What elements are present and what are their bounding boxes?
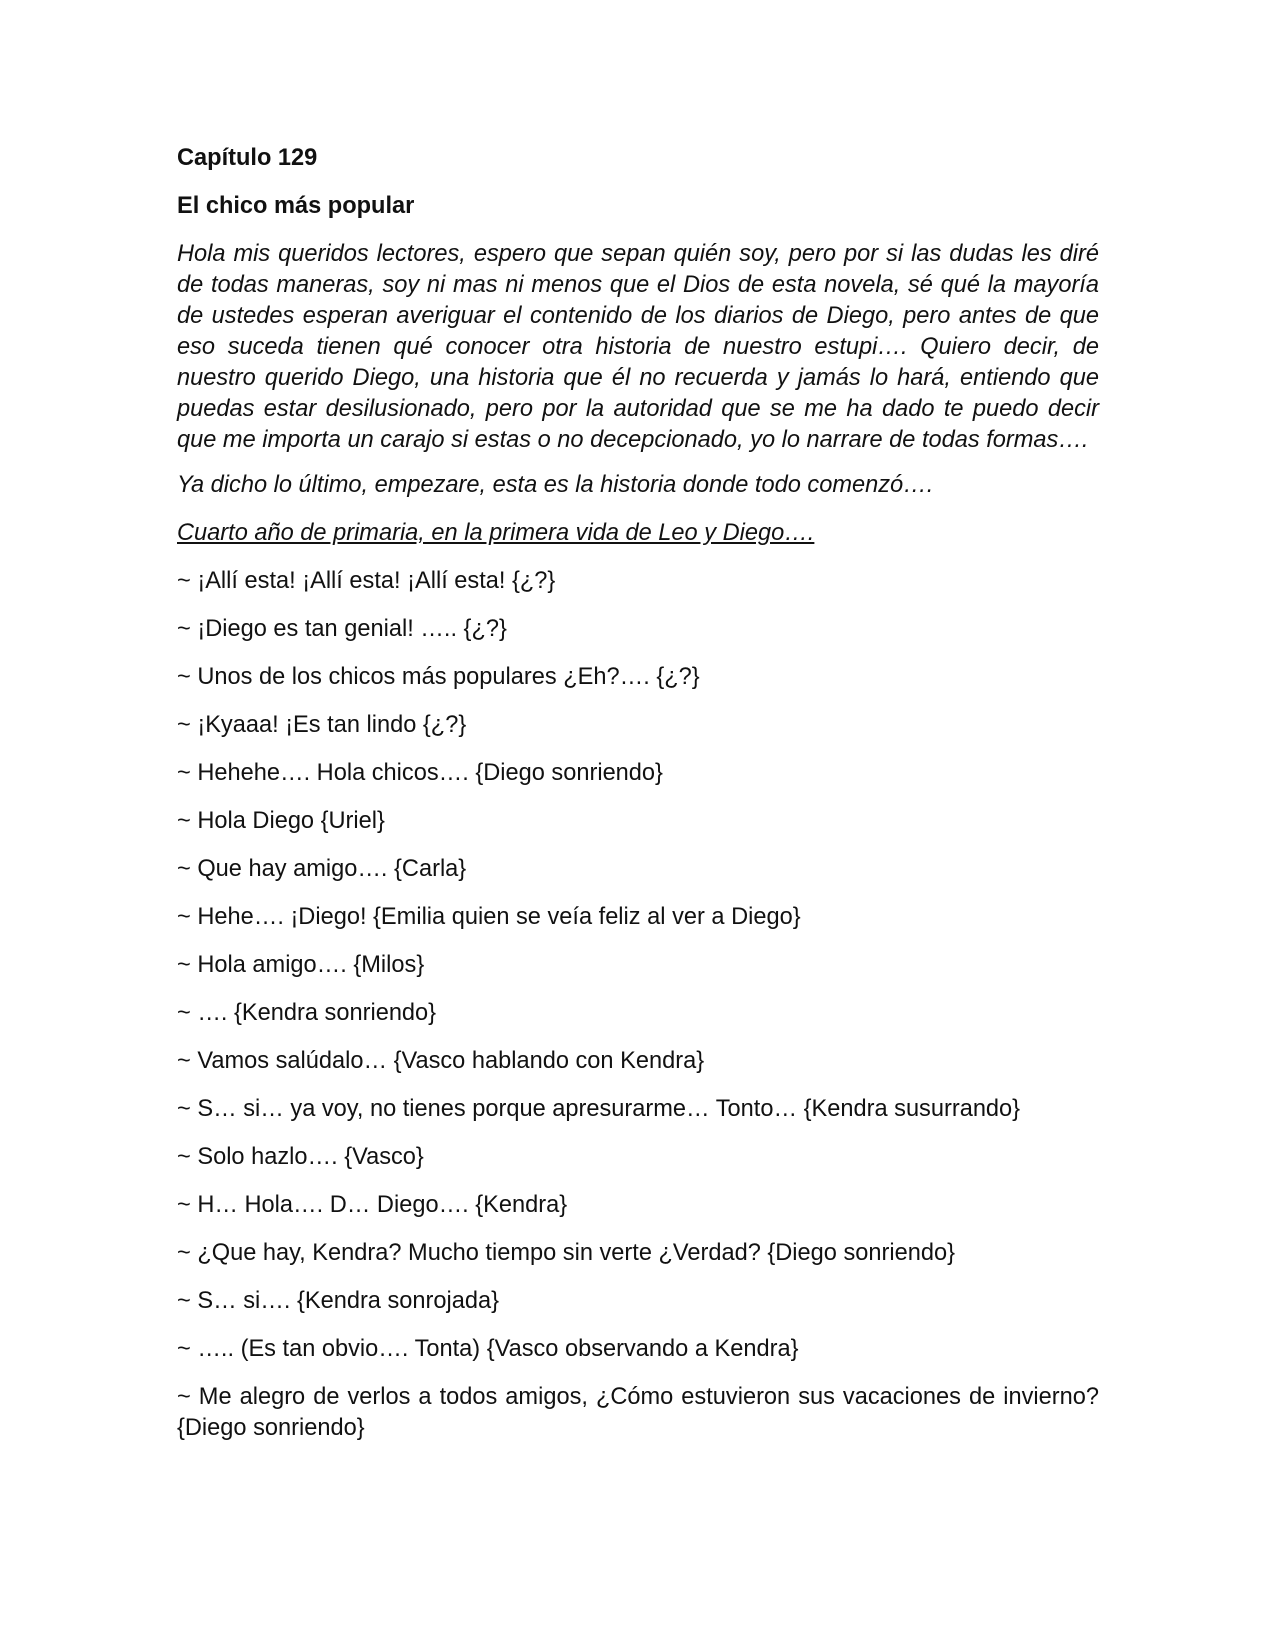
dialogue-line: ~ …. {Kendra sonriendo} xyxy=(177,1000,437,1026)
dialogue-line: ~ S… si…. {Kendra sonrojada} xyxy=(177,1288,499,1314)
preface-line: Ya dicho lo último, empezare, esta es la historia donde todo comenzó…. xyxy=(177,472,934,498)
dialogue-list xyxy=(177,566,1099,1444)
dialogue-line: ~ ¡Diego es tan genial! ….. {¿?} xyxy=(177,616,507,642)
dialogue-line: ~ Hehehe…. Hola chicos…. {Diego sonriendo} xyxy=(177,760,663,786)
dialogue-line: ~ Unos de los chicos más populares ¿Eh?…. {¿?} xyxy=(177,664,700,690)
dialogue-line: ~ S… si… ya voy, no tienes porque apresurarme… Tonto… {Kendra susurrando} xyxy=(177,1096,1021,1122)
dialogue-line: ~ Hola amigo…. {Milos} xyxy=(177,952,425,978)
dialogue-line: ~ ¡Allí esta! ¡Allí esta! ¡Allí esta! {¿?} xyxy=(177,568,556,594)
dialogue-line: ~ ¿Que hay, Kendra? Mucho tiempo sin verte ¿Verdad? {Diego sonriendo} xyxy=(177,1240,955,1266)
chapter-number: Capítulo 129 xyxy=(177,145,318,171)
dialogue-line: ~ Hola Diego {Uriel} xyxy=(177,808,385,834)
chapter-title: El chico más popular xyxy=(177,193,415,219)
dialogue-line: ~ Hehe…. ¡Diego! {Emilia quien se veía feliz al ver a Diego} xyxy=(177,904,801,930)
dialogue-line: ~ Vamos salúdalo… {Vasco hablando con Kendra} xyxy=(177,1048,705,1074)
dialogue-line: ~ ¡Kyaaa! ¡Es tan lindo {¿?} xyxy=(177,712,467,738)
dialogue-line: ~ Solo hazlo…. {Vasco} xyxy=(177,1144,424,1170)
intro-paragraph: Hola mis queridos lectores, espero que sepan quién soy, pero por si las dudas les diré de todas maneras, soy ni mas ni menos que el Dios de esta novela, sé qué la mayoría de ustedes esperan averiguar el contenido de los diarios de Diego, pero antes de que eso suceda tienen qué conocer otra historia de nuestro estupi…. Quiero decir, de nuestro querido Diego, una historia que él no recuerda y jamás lo hará, entiendo que puedas estar desilusionado, pero por la autoridad que se me ha dado te puedo decir que me importa un carajo si estas o no decepcionado, yo lo narrare de todas formas…. xyxy=(177,241,1099,453)
dialogue-line: ~ Me alegro de verlos a todos amigos, ¿Cómo estuvieron sus vacaciones de invierno? {Diego sonriendo} xyxy=(177,1384,1099,1441)
document-page xyxy=(177,143,1099,1461)
scene-heading: Cuarto año de primaria, en la primera vida de Leo y Diego…. xyxy=(177,520,815,546)
dialogue-line: ~ Que hay amigo…. {Carla} xyxy=(177,856,467,882)
dialogue-line: ~ H… Hola…. D… Diego…. {Kendra} xyxy=(177,1192,568,1218)
dialogue-line: ~ ….. (Es tan obvio…. Tonta) {Vasco observando a Kendra} xyxy=(177,1336,799,1362)
